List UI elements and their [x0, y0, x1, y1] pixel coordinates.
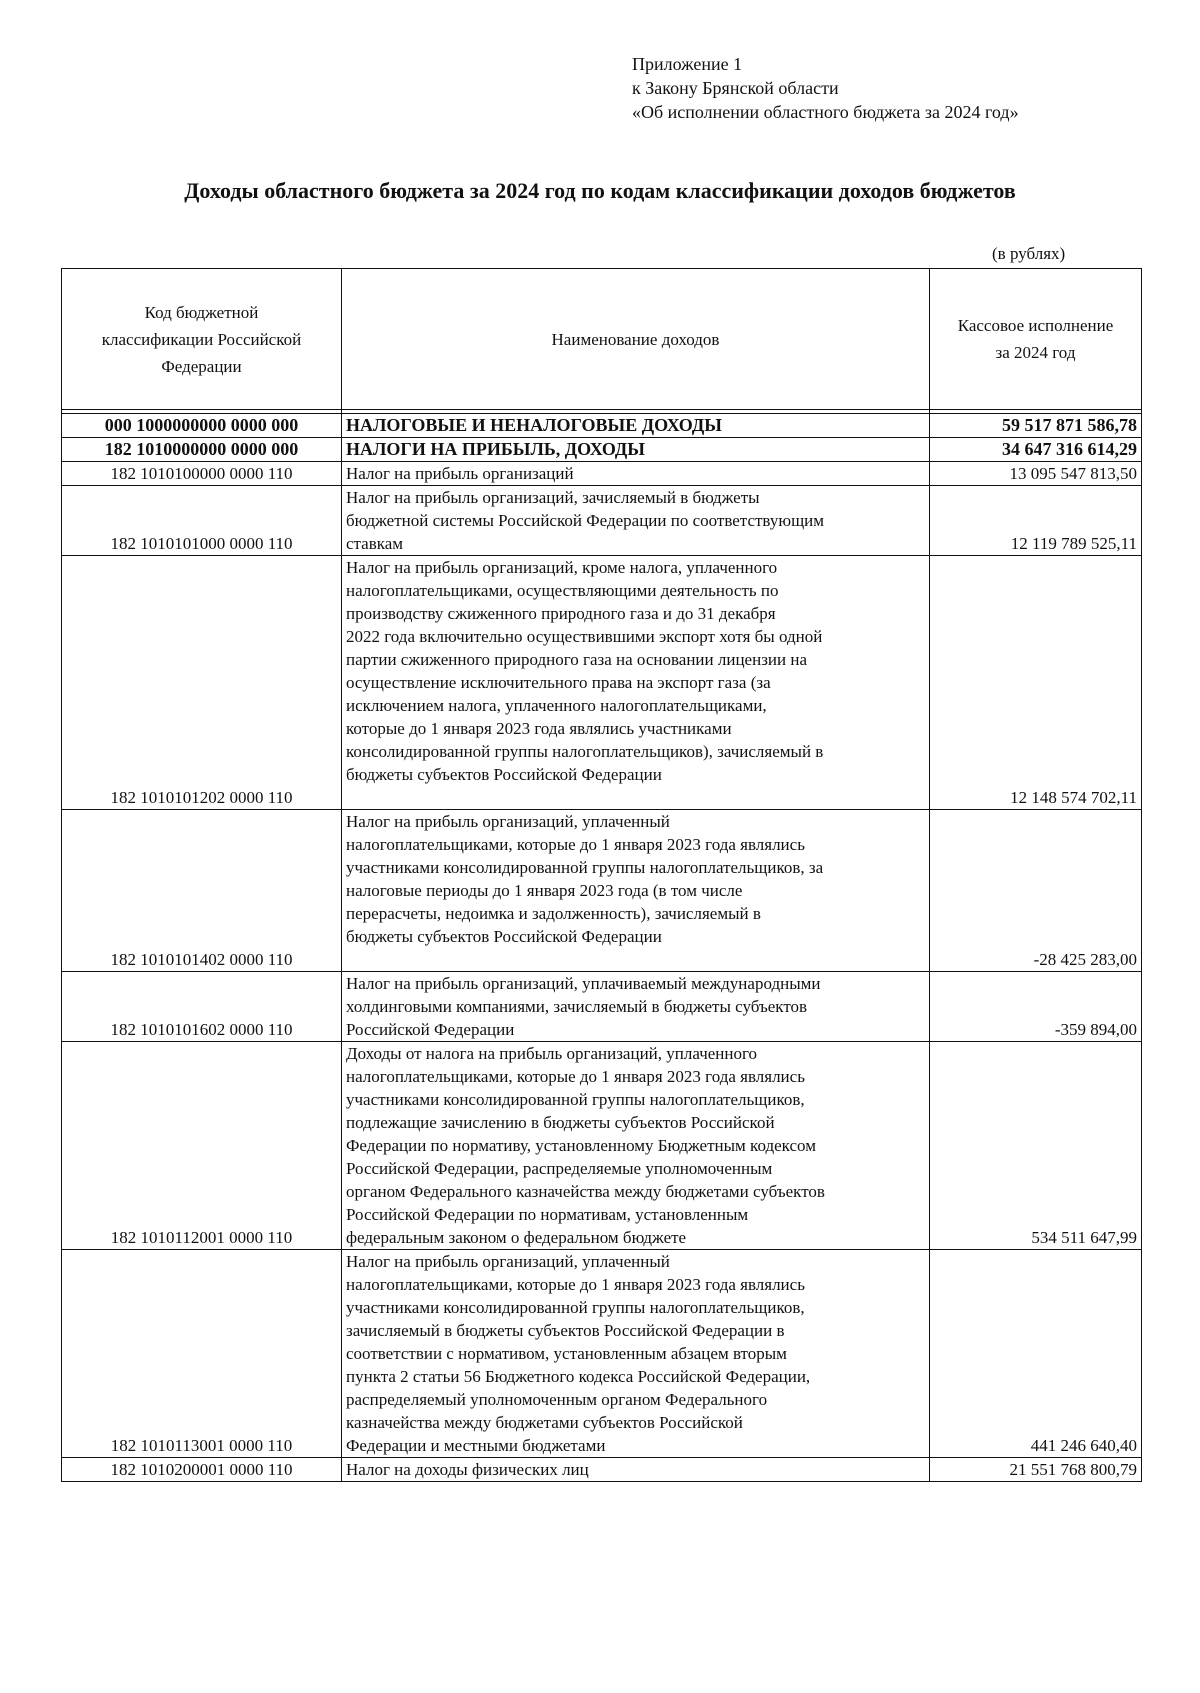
- row-name-line: Налог на доходы физических лиц: [346, 1460, 589, 1479]
- row-code: 000 1000000000 0000 000: [62, 414, 342, 438]
- row-name-line: НАЛОГОВЫЕ И НЕНАЛОГОВЫЕ ДОХОДЫ: [346, 415, 722, 435]
- row-name-line: консолидированной группы налогоплательщиков), зачисляемый в: [346, 742, 824, 761]
- row-code: 182 1010200001 0000 110: [62, 1458, 342, 1482]
- row-name-line: производству сжиженного природного газа и до 31 декабря: [346, 604, 776, 623]
- row-name-line: федеральным законом о федеральном бюджете: [346, 1228, 687, 1247]
- row-amount: 12 119 789 525,11: [930, 486, 1142, 556]
- row-amount: -28 425 283,00: [930, 810, 1142, 972]
- income-table: [61, 268, 1142, 1482]
- row-code: 182 1010113001 0000 110: [62, 1250, 342, 1458]
- row-amount: 59 517 871 586,78: [930, 414, 1142, 438]
- row-name: [342, 438, 930, 462]
- row-amount: 13 095 547 813,50: [930, 462, 1142, 486]
- row-name-line: Налог на прибыль организаций, уплачиваемый международными: [346, 974, 821, 993]
- row-code: 182 1010101402 0000 110: [62, 810, 342, 972]
- row-code: 182 1010100000 0000 110: [62, 462, 342, 486]
- row-name-line: Налог на прибыль организаций, зачисляемый в бюджеты: [346, 488, 760, 507]
- table-row: [62, 438, 1142, 462]
- table-row: [62, 556, 1142, 810]
- row-name-line: распределяемый уполномоченным органом Федерального: [346, 1390, 768, 1409]
- row-name-line: казначейства между бюджетами субъектов Российской: [346, 1413, 743, 1432]
- row-name-line: исключением налога, уплаченного налогоплательщиками,: [346, 696, 767, 715]
- row-name: [342, 1042, 930, 1250]
- row-name-line: Российской Федерации по нормативам, установленным: [346, 1205, 749, 1224]
- row-name-line: Налог на прибыль организаций, уплаченный: [346, 812, 670, 831]
- row-name-line: Федерации по нормативу, установленному Бюджетным кодексом: [346, 1136, 816, 1155]
- row-name-line: пункта 2 статьи 56 Бюджетного кодекса Российской Федерации,: [346, 1367, 811, 1386]
- row-amount: 21 551 768 800,79: [930, 1458, 1142, 1482]
- row-name-line: подлежащие зачислению в бюджеты субъектов Российской: [346, 1113, 775, 1132]
- row-name: [342, 486, 930, 556]
- row-name-line: Налог на прибыль организаций: [346, 464, 574, 483]
- row-amount: 534 511 647,99: [930, 1042, 1142, 1250]
- row-code: 182 1010000000 0000 000: [62, 438, 342, 462]
- row-name-line: НАЛОГИ НА ПРИБЫЛЬ, ДОХОДЫ: [346, 439, 645, 459]
- row-name-line: бюджеты субъектов Российской Федерации: [346, 765, 662, 784]
- row-name-line: Российской Федерации: [346, 1020, 515, 1039]
- row-code: 182 1010112001 0000 110: [62, 1042, 342, 1250]
- table-row: [62, 486, 1142, 556]
- table-row: [62, 972, 1142, 1042]
- row-name-line: Российской Федерации, распределяемые уполномоченным: [346, 1159, 773, 1178]
- row-name-line: зачисляемый в бюджеты субъектов Российской Федерации в: [346, 1321, 785, 1340]
- row-name-line: перерасчеты, недоимка и задолженность), зачисляемый в: [346, 904, 761, 923]
- row-name-line: бюджетной системы Российской Федерации по соответствующим: [346, 511, 825, 530]
- row-name-line: [346, 948, 925, 971]
- row-name-line: Налог на прибыль организаций, кроме налога, уплаченного: [346, 558, 778, 577]
- table-header-row: [62, 269, 1142, 410]
- row-name-line: осуществление исключительного права на экспорт газа (за: [346, 673, 771, 692]
- row-name-line: 2022 года включительно осуществившими экспорт хотя бы одной: [346, 627, 823, 646]
- row-name-line: налогоплательщиками, которые до 1 января 2023 года являлись: [346, 835, 805, 854]
- header-code: Код бюджетной классификации Российской Федерации: [62, 269, 342, 410]
- row-name-line: Федерации и местными бюджетами: [346, 1436, 606, 1455]
- row-name-line: налогоплательщиками, которые до 1 января 2023 года являлись: [346, 1067, 805, 1086]
- row-name: [342, 556, 930, 810]
- table-row: [62, 810, 1142, 972]
- row-name-line: Налог на прибыль организаций, уплаченный: [346, 1252, 670, 1271]
- table-row: [62, 1250, 1142, 1458]
- appendix-line-1: Приложение 1: [632, 54, 743, 74]
- appendix-note: [632, 52, 1019, 124]
- row-name: [342, 810, 930, 972]
- row-amount: 12 148 574 702,11: [930, 556, 1142, 810]
- row-name: [342, 414, 930, 438]
- row-name-line: соответствии с нормативом, установленным абзацем вторым: [346, 1344, 787, 1363]
- table-row: [62, 1042, 1142, 1250]
- row-name-line: которые до 1 января 2023 года являлись участниками: [346, 719, 732, 738]
- units-note: (в рублях): [992, 244, 1066, 263]
- row-amount: -359 894,00: [930, 972, 1142, 1042]
- row-name-line: налогоплательщиками, осуществляющими деятельность по: [346, 581, 779, 600]
- row-name-line: [346, 786, 925, 809]
- row-name-line: участниками консолидированной группы налогоплательщиков, за: [346, 858, 824, 877]
- row-amount: 34 647 316 614,29: [930, 438, 1142, 462]
- document-title: Доходы областного бюджета за 2024 год по кодам классификации доходов бюджетов: [184, 178, 1016, 203]
- row-name-line: ставкам: [346, 534, 404, 553]
- row-name-line: холдинговыми компаниями, зачисляемый в бюджеты субъектов: [346, 997, 808, 1016]
- row-name-line: бюджеты субъектов Российской Федерации: [346, 927, 662, 946]
- row-name-line: Доходы от налога на прибыль организаций, уплаченного: [346, 1044, 758, 1063]
- row-name: [342, 1250, 930, 1458]
- row-code: 182 1010101000 0000 110: [62, 486, 342, 556]
- row-name-line: налоговые периоды до 1 января 2023 года (в том числе: [346, 881, 743, 900]
- row-name: [342, 462, 930, 486]
- row-code: 182 1010101202 0000 110: [62, 556, 342, 810]
- table-row: [62, 462, 1142, 486]
- row-name-line: партии сжиженного природного газа на основании лицензии на: [346, 650, 808, 669]
- row-name-line: органом Федерального казначейства между бюджетами субъектов: [346, 1182, 825, 1201]
- row-code: 182 1010101602 0000 110: [62, 972, 342, 1042]
- header-name: Наименование доходов: [342, 269, 930, 410]
- table-row: [62, 1458, 1142, 1482]
- row-name-line: участниками консолидированной группы налогоплательщиков,: [346, 1090, 805, 1109]
- row-name: [342, 972, 930, 1042]
- row-name: [342, 1458, 930, 1482]
- row-name-line: участниками консолидированной группы налогоплательщиков,: [346, 1298, 805, 1317]
- appendix-line-3: «Об исполнении областного бюджета за 2024 год»: [632, 102, 1019, 122]
- row-amount: 441 246 640,40: [930, 1250, 1142, 1458]
- table-body: [62, 414, 1142, 1482]
- header-amount: Кассовое исполнение за 2024 год: [930, 269, 1142, 410]
- table-row: [62, 414, 1142, 438]
- appendix-line-2: к Закону Брянской области: [632, 78, 839, 98]
- row-name-line: налогоплательщиками, которые до 1 января 2023 года являлись: [346, 1275, 805, 1294]
